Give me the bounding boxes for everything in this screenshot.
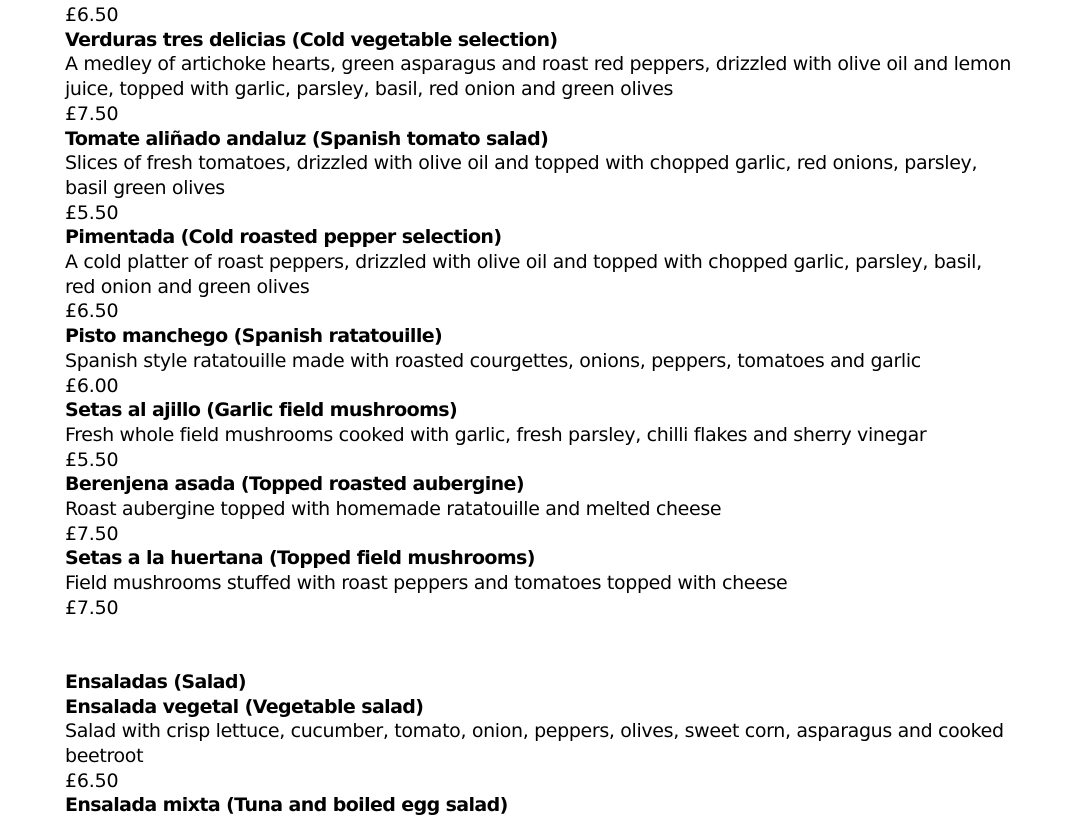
- menu-item: [65, 472, 1025, 546]
- item-name: Ensalada vegetal (Vegetable salad): [65, 695, 424, 718]
- item-description: Spanish style ratatouille made with roasted courgettes, onions, peppers, tomatoes and garlic: [65, 349, 921, 372]
- item-price: £7.50: [65, 522, 119, 545]
- item-name: Pimentada (Cold roasted pepper selection): [65, 226, 502, 249]
- item-name: Berenjena asada (Topped roasted aubergine): [65, 473, 524, 496]
- item-price: £6.50: [65, 300, 119, 323]
- item-description: A cold platter of roast peppers, drizzled with olive oil and topped with chopped garlic, parsley, basil, red onion and green olives: [65, 251, 982, 298]
- menu-item: [65, 127, 1025, 226]
- item-price: £6.00: [65, 374, 119, 397]
- menu-item: [65, 225, 1025, 324]
- menu-item: [65, 324, 1025, 398]
- item-description: Roast aubergine topped with homemade ratatouille and melted cheese: [65, 498, 722, 521]
- menu-item: [65, 28, 1025, 127]
- item-name: Pisto manchego (Spanish ratatouille): [65, 325, 443, 348]
- menu-item: [65, 793, 1025, 818]
- item-price: £5.50: [65, 448, 119, 471]
- item-name: Ensalada mixta (Tuna and boiled egg salad): [65, 794, 508, 817]
- menu-page: [65, 3, 1025, 818]
- menu-item: [65, 695, 1025, 794]
- menu-item: [65, 546, 1025, 620]
- item-name: Tomate aliñado andaluz (Spanish tomato salad): [65, 127, 549, 150]
- item-description: Slices of fresh tomatoes, drizzled with olive oil and topped with chopped garlic, red onions, parsley, basil green olives: [65, 152, 978, 199]
- item-price: £6.50: [65, 4, 119, 26]
- section-spacer: [65, 621, 1025, 670]
- item-name: Setas al ajillo (Garlic field mushrooms): [65, 399, 458, 422]
- section-title: Ensaladas (Salad): [65, 670, 246, 693]
- item-price: £7.50: [65, 596, 119, 619]
- item-name: Verduras tres delicias (Cold vegetable selection): [65, 28, 558, 51]
- item-description: Fresh whole field mushrooms cooked with garlic, fresh parsley, chilli flakes and sherry vinegar: [65, 423, 927, 446]
- menu-item: [65, 398, 1025, 472]
- item-price: £7.50: [65, 102, 119, 125]
- item-name: Setas a la huertana (Topped field mushrooms): [65, 547, 535, 570]
- item-description: Salad with crisp lettuce, cucumber, tomato, onion, peppers, olives, sweet corn, asparagus and cooked beetroot: [65, 720, 1004, 768]
- item-price: £5.50: [65, 201, 119, 224]
- item-price: £6.50: [65, 769, 119, 792]
- salads-section: [65, 670, 1025, 818]
- item-description: Field mushrooms stuffed with roast peppers and tomatoes topped with cheese: [65, 572, 788, 595]
- item-description: A medley of artichoke hearts, green asparagus and roast red peppers, drizzled with olive oil and lemon juice, topped with garlic, parsley, basil, red onion and green olives: [65, 53, 1012, 101]
